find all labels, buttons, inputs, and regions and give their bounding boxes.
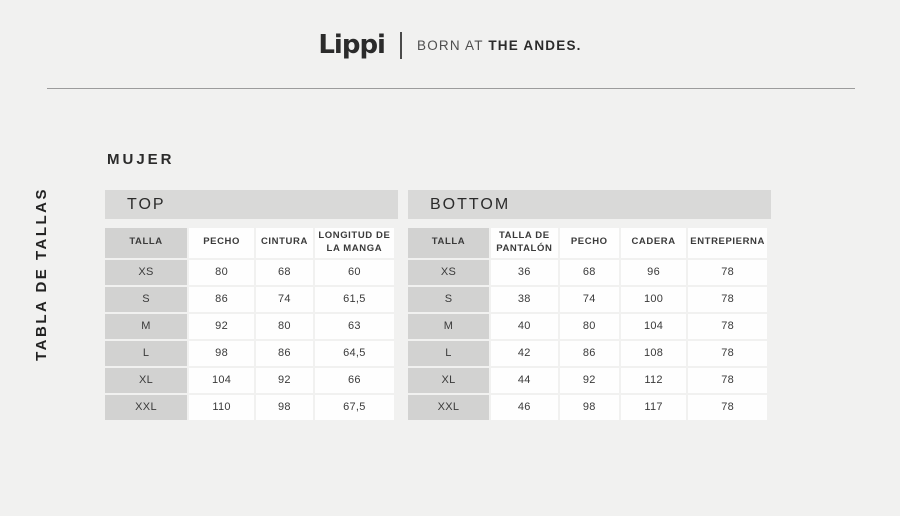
size-label-cell: XS	[408, 260, 489, 285]
table-row	[105, 395, 394, 420]
size-label-cell: XXL	[105, 395, 187, 420]
brand-logo: Lippi	[318, 30, 385, 60]
size-label-cell: XL	[105, 368, 187, 393]
measurement-cell: 80	[256, 314, 313, 339]
measurement-cell: 80	[560, 314, 619, 339]
measurement-cell: 68	[560, 260, 619, 285]
size-label-cell: XS	[105, 260, 187, 285]
measurement-cell: 92	[189, 314, 254, 339]
table-row	[105, 368, 394, 393]
measurement-cell: 92	[256, 368, 313, 393]
header-row	[408, 228, 767, 258]
header-divider-line	[47, 88, 855, 89]
measurement-cell: 64,5	[315, 341, 394, 366]
bottom-size-table	[406, 226, 769, 422]
measurement-cell: 68	[256, 260, 313, 285]
table-row	[408, 287, 767, 312]
tagline-regular: BORN AT	[416, 37, 484, 53]
measurement-cell: 86	[256, 341, 313, 366]
table-row	[408, 341, 767, 366]
measurement-cell: 110	[189, 395, 254, 420]
column-header: CINTURA	[256, 228, 313, 258]
measurement-cell: 44	[491, 368, 558, 393]
table-row	[408, 368, 767, 393]
size-label-cell: L	[105, 341, 187, 366]
top-size-table	[103, 226, 396, 422]
header-row	[105, 228, 394, 258]
measurement-cell: 98	[560, 395, 619, 420]
measurement-cell: 78	[688, 395, 767, 420]
measurement-cell: 117	[621, 395, 686, 420]
table-row	[105, 260, 394, 285]
table-row	[408, 314, 767, 339]
measurement-cell: 78	[688, 368, 767, 393]
measurement-cell: 86	[189, 287, 254, 312]
column-header: LONGITUD DE LA MANGA	[315, 228, 394, 258]
site-header	[0, 30, 900, 60]
measurement-cell: 63	[315, 314, 394, 339]
column-header: PECHO	[189, 228, 254, 258]
section-title-mujer: MUJER	[107, 151, 175, 168]
measurement-cell: 104	[621, 314, 686, 339]
table-row	[105, 314, 394, 339]
measurement-cell: 46	[491, 395, 558, 420]
tagline-bold: THE ANDES.	[488, 37, 582, 53]
bottom-size-table-group	[408, 190, 771, 420]
table-row	[105, 287, 394, 312]
vertical-page-title: TABLA DE TALLAS	[33, 187, 50, 361]
measurement-cell: 108	[621, 341, 686, 366]
size-label-cell: XXL	[408, 395, 489, 420]
measurement-cell: 100	[621, 287, 686, 312]
measurement-cell: 36	[491, 260, 558, 285]
size-label-cell: XL	[408, 368, 489, 393]
measurement-cell: 98	[189, 341, 254, 366]
size-label-cell: M	[408, 314, 489, 339]
size-label-cell: S	[105, 287, 187, 312]
measurement-cell: 40	[491, 314, 558, 339]
bottom-table-title: BOTTOM	[408, 190, 771, 219]
measurement-cell: 74	[560, 287, 619, 312]
measurement-cell: 61,5	[315, 287, 394, 312]
measurement-cell: 78	[688, 341, 767, 366]
measurement-cell: 78	[688, 260, 767, 285]
measurement-cell: 42	[491, 341, 558, 366]
column-header: ENTREPIERNA	[688, 228, 767, 258]
size-label-cell: L	[408, 341, 489, 366]
column-header: CADERA	[621, 228, 686, 258]
brand-tagline	[417, 38, 582, 53]
logo-divider	[400, 32, 402, 59]
measurement-cell: 66	[315, 368, 394, 393]
measurement-cell: 98	[256, 395, 313, 420]
size-label-cell: M	[105, 314, 187, 339]
measurement-cell: 78	[688, 314, 767, 339]
measurement-cell: 80	[189, 260, 254, 285]
table-row	[408, 260, 767, 285]
table-row	[105, 341, 394, 366]
top-size-table-group	[105, 190, 398, 420]
column-header: PECHO	[560, 228, 619, 258]
column-header: TALLA	[408, 228, 489, 258]
measurement-cell: 96	[621, 260, 686, 285]
measurement-cell: 78	[688, 287, 767, 312]
column-header: TALLA DE PANTALÓN	[491, 228, 558, 258]
measurement-cell: 104	[189, 368, 254, 393]
measurement-cell: 112	[621, 368, 686, 393]
measurement-cell: 74	[256, 287, 313, 312]
measurement-cell: 92	[560, 368, 619, 393]
size-label-cell: S	[408, 287, 489, 312]
table-row	[408, 395, 767, 420]
measurement-cell: 38	[491, 287, 558, 312]
measurement-cell: 86	[560, 341, 619, 366]
measurement-cell: 60	[315, 260, 394, 285]
column-header: TALLA	[105, 228, 187, 258]
top-table-title: TOP	[105, 190, 398, 219]
measurement-cell: 67,5	[315, 395, 394, 420]
